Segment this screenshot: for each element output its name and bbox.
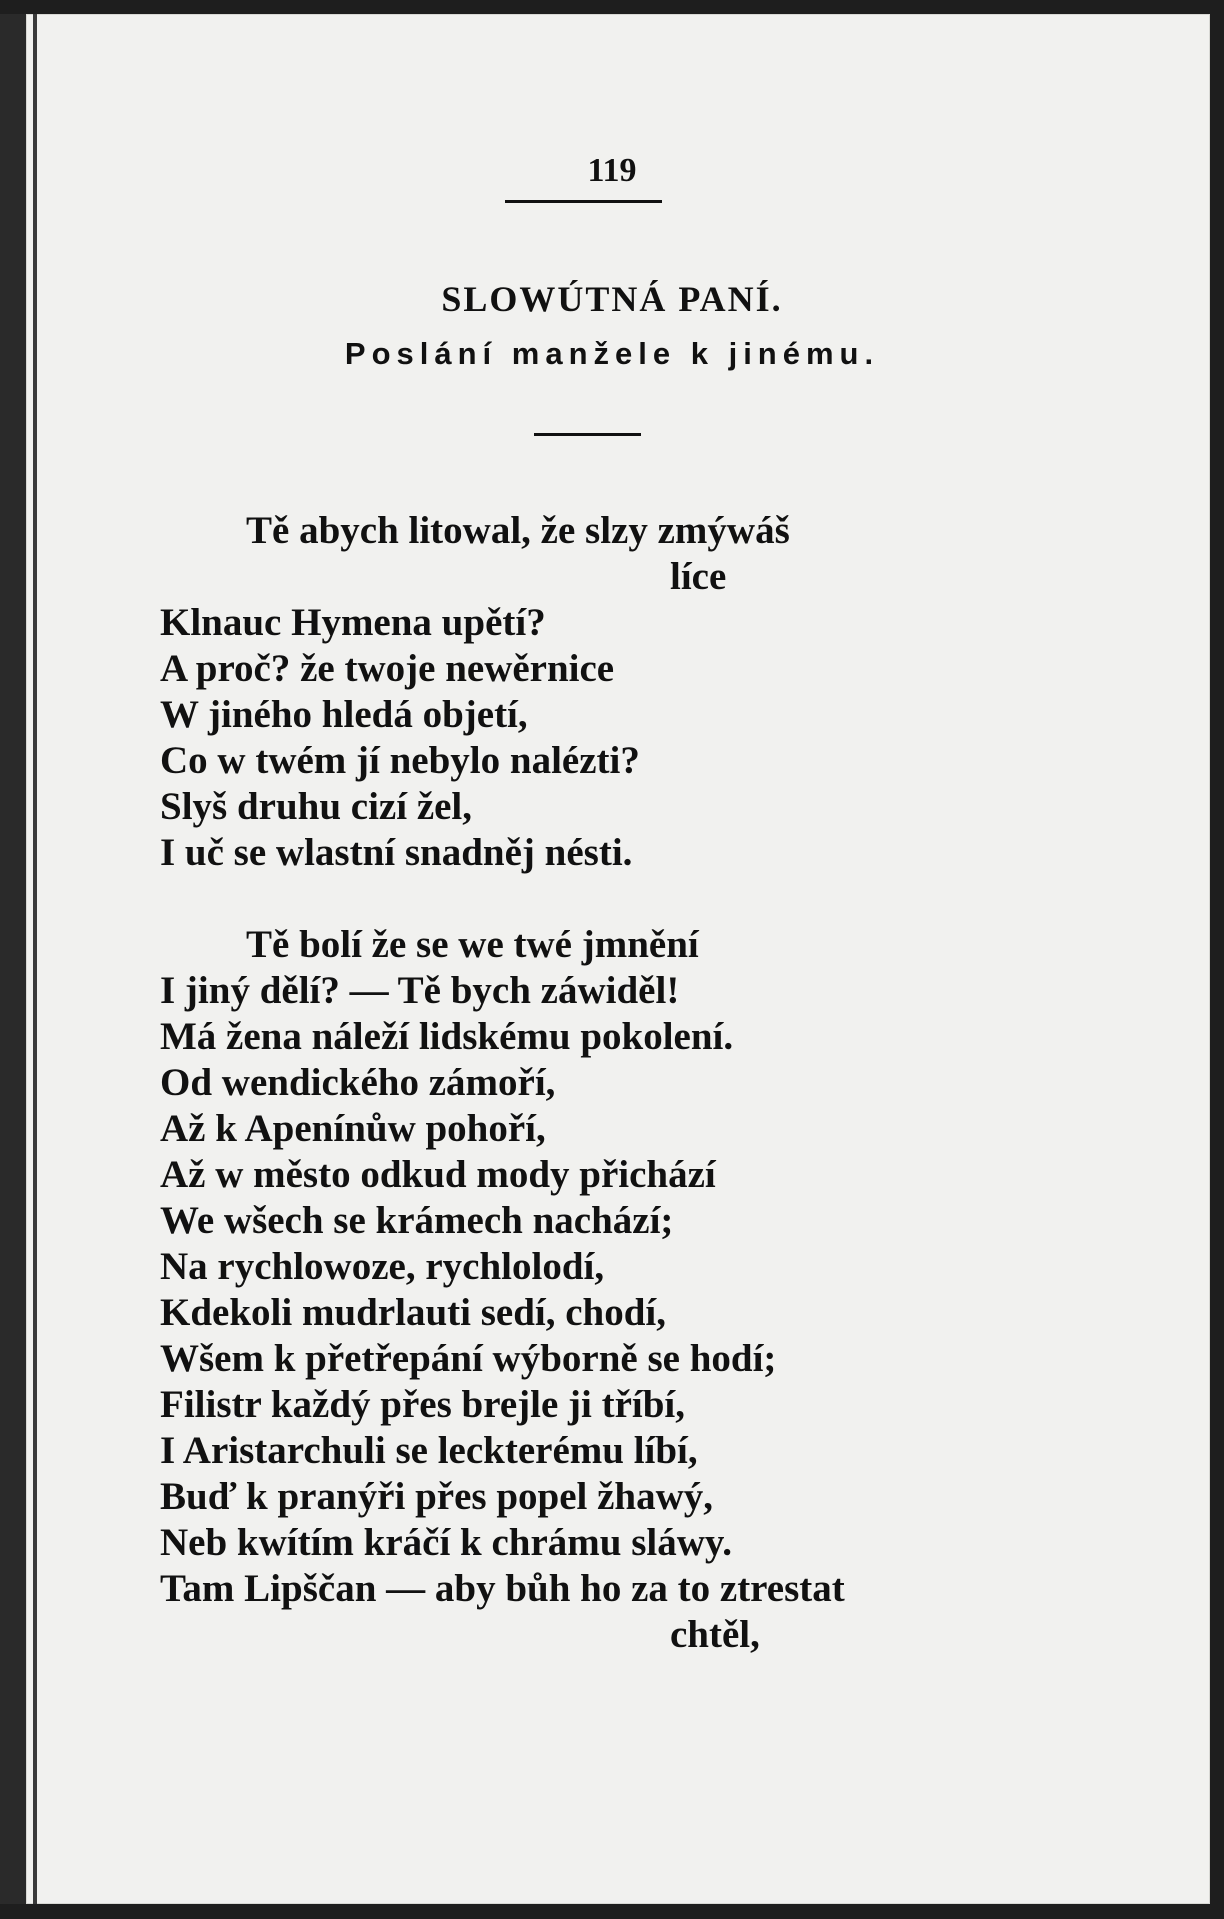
- poem-subtitle: Poslání manžele k jinému.: [344, 336, 880, 371]
- poem-line: Až k Apenínůw pohoří,: [160, 1107, 546, 1150]
- poem-line: Co w twém jí nebylo nalézti?: [160, 739, 640, 782]
- page-number-rule: [505, 200, 662, 203]
- poem-line: Buď k pranýři přes popel žhawý,: [160, 1475, 714, 1518]
- poem-line: Filistr každý přes brejle ji tříbí,: [160, 1383, 685, 1426]
- poem-title: SLOWÚTNÁ PANÍ.: [441, 279, 783, 319]
- poem-line: Až w město odkud mody přichází: [160, 1153, 716, 1196]
- poem-line: Od wendického zámoří,: [160, 1061, 556, 1104]
- poem-line: I uč se wlastní snadněj nésti.: [160, 831, 633, 874]
- title-divider: [534, 433, 641, 436]
- poem-line: chtěl,: [670, 1613, 760, 1656]
- poem-line: Tam Lipščan — aby bůh ho za to ztrestat: [160, 1567, 845, 1610]
- poem-line: Má žena náleží lidskému pokolení.: [160, 1015, 734, 1058]
- poem-line: Tě abych litowal, že slzy zmýwáš: [246, 509, 790, 552]
- poem-line: Tě bolí že se we twé jmnění: [246, 923, 699, 966]
- poem-line: Neb kwítím kráčí k chrámu sláwy.: [160, 1521, 733, 1564]
- poem-line: I jiný dělí? — Tě bych záwiděl!: [160, 969, 680, 1012]
- poem-line: We wšech se krámech nachází;: [160, 1199, 674, 1242]
- poem-line: W jiného hledá objetí,: [160, 693, 528, 736]
- poem-line: Na rychlowoze, rychlolodí,: [160, 1245, 605, 1288]
- poem-line: Wšem k přetřepání wýborně se hodí;: [160, 1337, 777, 1380]
- scan-bottom-edge: [0, 1904, 1224, 1919]
- page-number: 119: [587, 152, 637, 189]
- scan-top-edge: [0, 0, 1224, 14]
- poem-line: A proč? že twoje newěrnice: [160, 647, 615, 690]
- poem-line: Slyš druhu cizí žel,: [160, 785, 473, 828]
- stanza-1: [160, 508, 1060, 876]
- stanza-2: [160, 922, 1060, 1658]
- poem-line: I Aristarchuli se leckterému líbí,: [160, 1429, 698, 1472]
- poem-line: Kdekoli mudrlauti sedí, chodí,: [160, 1291, 667, 1334]
- poem-line: Klnauc Hymena upětí?: [160, 601, 546, 644]
- poem-body: [160, 508, 1060, 1658]
- stanza-gap: [160, 876, 1060, 922]
- poem-line: líce: [670, 555, 727, 598]
